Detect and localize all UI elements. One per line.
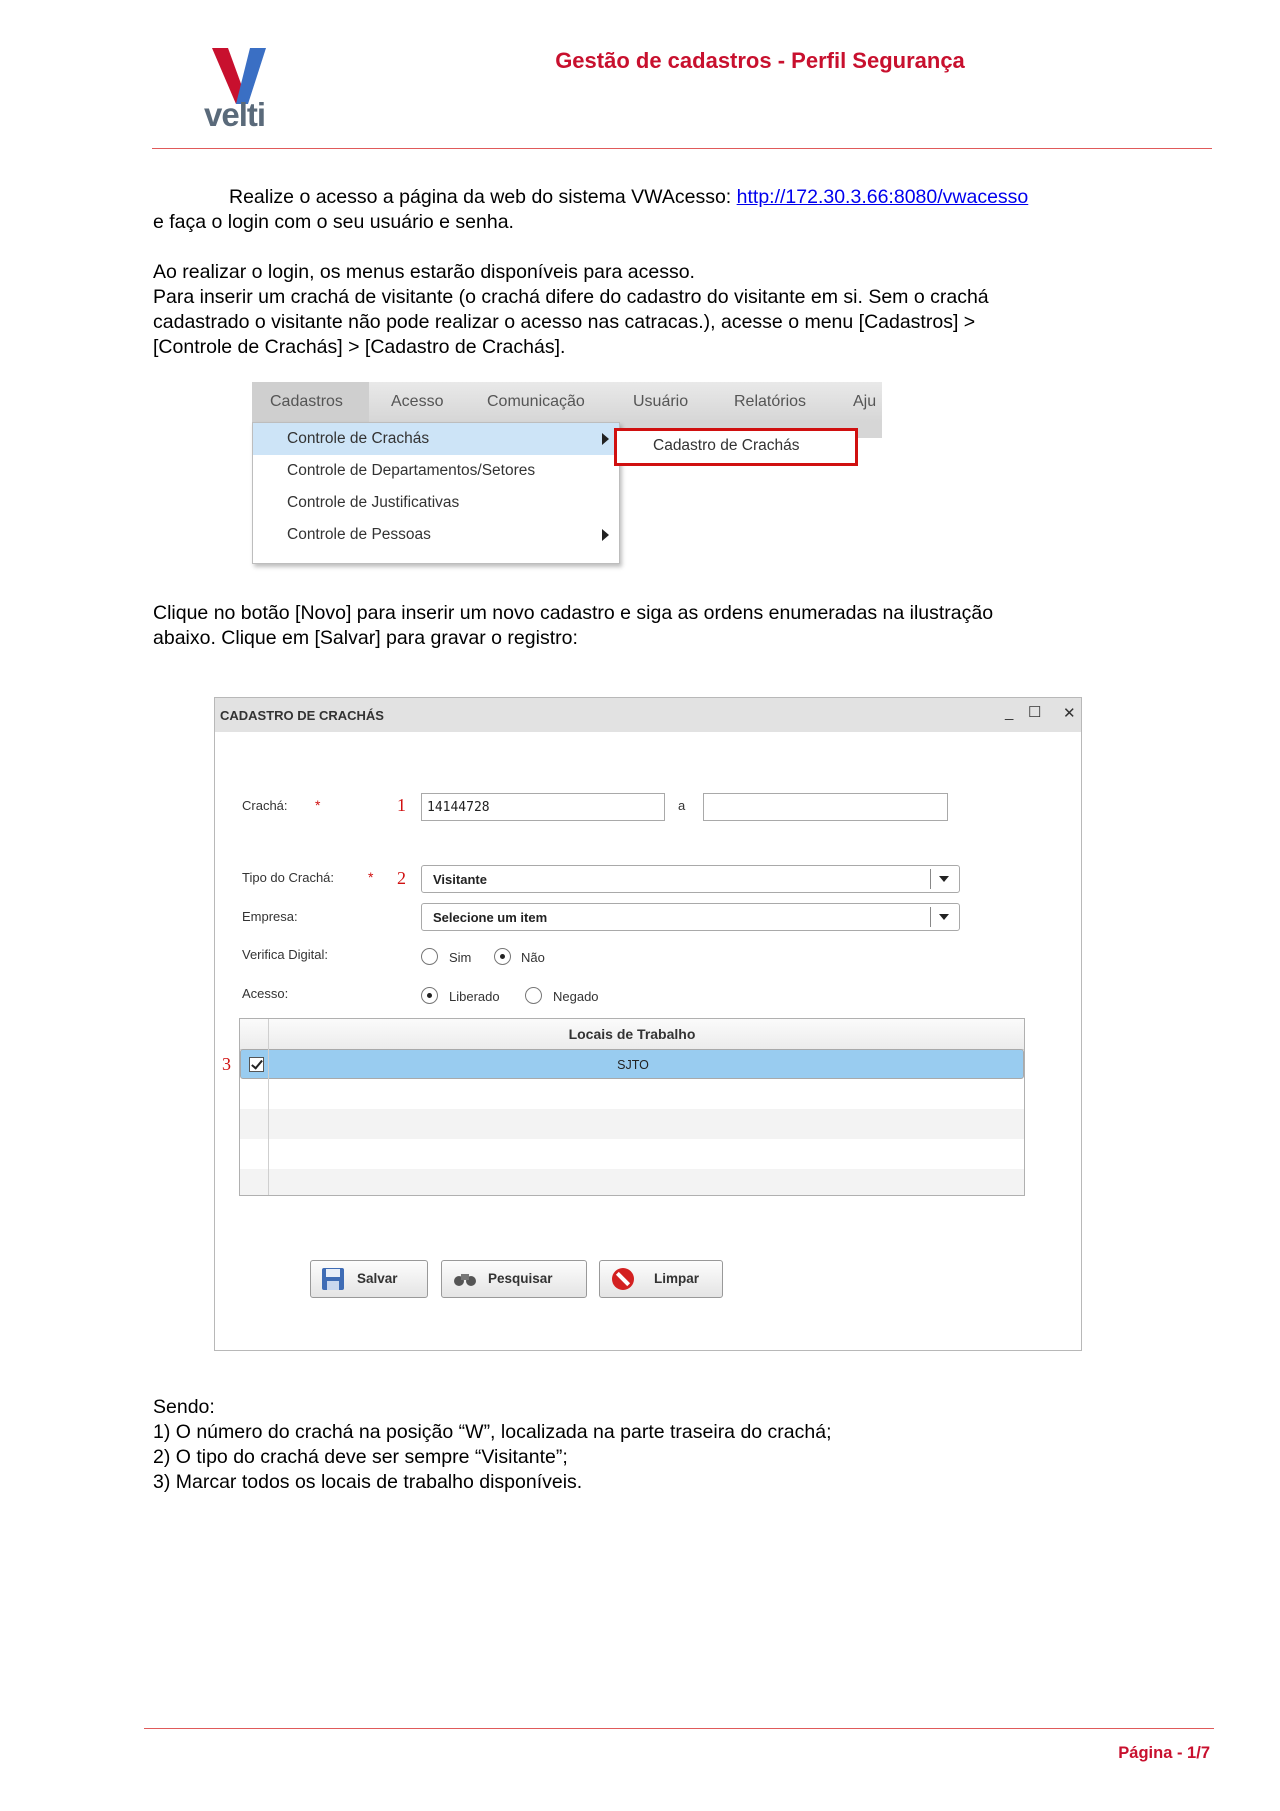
grid-header [240,1019,1024,1050]
acesso-liberado-label: Liberado [449,989,500,1004]
list-item: 1) O número do crachá na posição “W”, localizada na parte traseira do crachá; [153,1421,832,1443]
notes-intro: Sendo: [153,1396,215,1418]
table-row [240,1109,1024,1139]
page-number: Página - 1/7 [1118,1744,1210,1762]
submenu-item-pessoas[interactable]: Controle de Pessoas [253,519,619,551]
step-3-marker: 3 [222,1054,231,1074]
empresa-select[interactable] [421,903,960,931]
acesso-negado-label: Negado [553,989,599,1004]
menu-usuario[interactable]: Usuário [633,393,689,410]
range-separator: a [678,798,686,813]
required-mark: * [368,869,374,885]
chevron-down-icon [939,914,949,920]
maximize-icon[interactable]: ☐ [1028,704,1042,721]
no-entry-icon [610,1267,636,1291]
cadastro-crachas-dialog [214,697,1082,1351]
velti-logo [200,46,300,136]
intro-text: Realize o acesso a página da web do sistema VWAcesso: [229,186,737,208]
intro-line-3: Ao realizar o login, os menus estarão disponíveis para acesso. [153,261,695,283]
menu-ajuda[interactable]: Aju [853,393,877,410]
menu-screenshot [252,382,882,564]
save-button[interactable]: Salvar [310,1260,428,1298]
clear-button[interactable]: Limpar [599,1260,723,1298]
acesso-label: Acesso: [242,986,289,1001]
intro-line-2: e faça o login com o seu usuário e senha. [153,211,514,233]
instructions-line-1: Clique no botão [Novo] para inserir um novo cadastro e siga as ordens enumeradas na ilustração [153,602,994,624]
locais-grid [239,1018,1025,1196]
chevron-down-icon [939,876,949,882]
acesso-negado-radio[interactable] [525,987,542,1004]
verifica-nao-label: Não [521,950,545,965]
acesso-liberado-radio[interactable] [421,987,438,1004]
tipo-value: Visitante [433,872,487,887]
instructions-paragraph [153,601,1223,651]
menu-acesso[interactable]: Acesso [391,393,444,410]
intro-line-4: Para inserir um crachá de visitante (o crachá difere do cadastro do visitante em si. Sem o crachá [153,286,989,308]
intro-line-5: cadastrado o visitante não pode realizar o acesso nas catracas.), acesse o menu [Cadastros] > [153,311,976,333]
header-divider [152,148,1212,149]
tipo-label: Tipo do Crachá: [242,870,335,885]
verifica-nao-radio[interactable] [494,948,511,965]
table-row [240,1079,1024,1109]
grid-cell-local: SJTO [617,1058,649,1072]
dialog-titlebar [215,698,1081,732]
page-title: Gestão de cadastros - Perfil Segurança [555,48,965,73]
close-icon[interactable]: ✕ [1063,705,1076,722]
empresa-label: Empresa: [242,909,298,924]
table-row [240,1169,1024,1195]
submenu-item-controle-crachas[interactable]: Controle de Crachás [253,423,619,455]
system-link[interactable]: http://172.30.3.66:8080/vwacesso [736,186,1029,208]
submenu-arrow-icon [602,433,609,445]
save-icon [321,1267,347,1291]
cracha-label: Crachá: [242,798,288,813]
menu-relatorios[interactable]: Relatórios [734,393,807,410]
verifica-sim-radio[interactable] [421,948,438,965]
minimize-icon[interactable]: _ [1005,704,1014,721]
table-row [240,1139,1024,1169]
empresa-value: Selecione um item [433,910,548,925]
dialog-title: CADASTRO DE CRACHÁS [220,708,384,723]
required-mark: * [315,797,321,813]
grid-header-label: Locais de Trabalho [568,1026,696,1042]
menu-comunicacao[interactable]: Comunicação [487,393,585,410]
list-item: 2) O tipo do crachá deve ser sempre “Visitante”; [153,1446,568,1468]
cadastros-submenu [252,422,620,564]
intro-line-6: [Controle de Crachás] > [Cadastro de Crachás]. [153,336,566,358]
logo-text: velti [204,96,266,133]
instructions-line-2: abaixo. Clique em [Salvar] para gravar o registro: [153,627,578,649]
menubar [252,382,882,423]
list-item: 3) Marcar todos os locais de trabalho disponíveis. [153,1471,583,1493]
verifica-label: Verifica Digital: [242,947,328,962]
notes-list [153,1395,1213,1495]
binoculars-icon [452,1267,478,1291]
search-button[interactable]: Pesquisar [441,1260,587,1298]
submenu-item-departamentos[interactable]: Controle de Departamentos/Setores [287,462,536,479]
step-1-marker: 1 [397,795,406,815]
step-2-marker: 2 [397,868,406,888]
flyout-item-cadastro-crachas[interactable]: Cadastro de Crachás [614,428,858,466]
cracha-to-input[interactable] [703,793,948,821]
table-row[interactable] [240,1049,1024,1079]
submenu-arrow-icon [602,529,609,541]
submenu-item-justificativas[interactable]: Controle de Justificativas [287,494,460,511]
verifica-sim-label: Sim [449,950,472,965]
intro-paragraph [153,185,1213,360]
footer-divider [144,1728,1214,1729]
cracha-input[interactable]: 14144728 [421,793,665,821]
menu-cadastros[interactable]: Cadastros [270,393,343,410]
tipo-select[interactable] [421,865,960,893]
